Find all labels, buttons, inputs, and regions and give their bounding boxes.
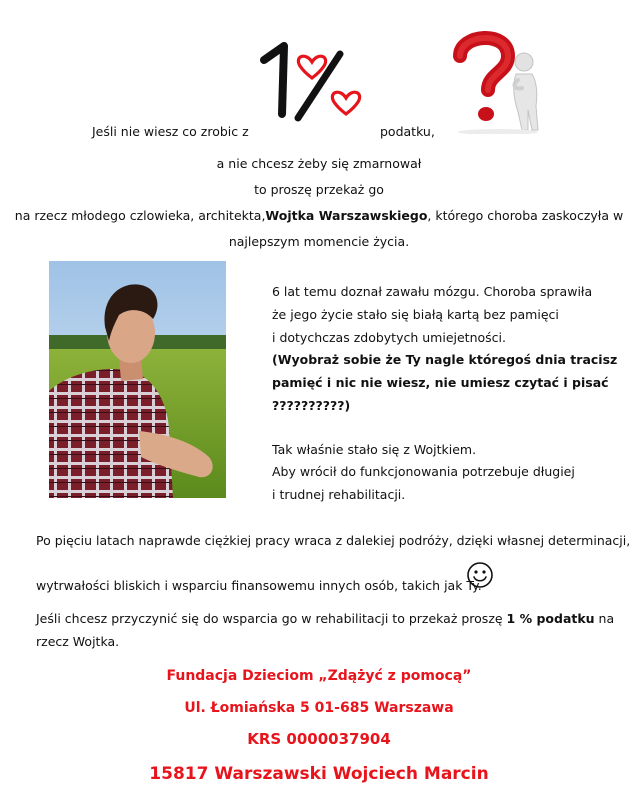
krs-number: KRS 0000037904 (247, 730, 391, 748)
intro-line-4 (0, 208, 638, 223)
intro-line-2: a nie chcesz żeby się zmarnował (216, 156, 422, 171)
story-line-6: ??????????) (272, 398, 351, 413)
story-line-8: Aby wrócił do funkcjonowania potrzebuje długiej (272, 464, 575, 479)
story-line-5: pamięć i nic nie wiesz, nie umiesz czytać i pisać (272, 375, 609, 390)
intro-line-1a: Jeśli nie wiesz co zrobic z (92, 124, 249, 139)
story-line-3: i dotychczas zdobytych umiejetności. (272, 330, 506, 345)
beneficiary: 15817 Warszawski Wojciech Marcin (149, 764, 489, 784)
intro-line-4-post: , którego choroba zaskoczyła w (427, 208, 624, 223)
foundation-name: Fundacja Dzieciom „Zdążyć z pomocą” (166, 668, 472, 684)
body-line-3-pre: Jeśli chcesz przyczynić się do wsparcia go w rehabilitacji to przekaż proszę (36, 611, 507, 626)
intro-line-4-pre: na rzecz młodego czlowieka, architekta, (14, 208, 266, 223)
body-line-1: Po pięciu latach naprawde ciężkiej pracy wraca z dalekiej podróży, dzięki własnej determinacji, (36, 533, 631, 548)
story-line-4: (Wyobraż sobie że Ty nagle któregoś dnia tracisz (272, 352, 618, 367)
intro-line-5: najlepszym momencie życia. (228, 234, 410, 249)
story-line-1: 6 lat temu doznał zawału mózgu. Choroba sprawiła (272, 284, 593, 299)
story-line-2: że jego życie stało się białą kartą bez pamięci (272, 307, 559, 322)
body-line-4: rzecz Wojtka. (36, 634, 120, 649)
smiley-icon (466, 561, 494, 589)
wojtek-name: Wojtka Warszawskiego (265, 208, 428, 223)
intro-line-1b: podatku, (380, 124, 435, 139)
portrait-photo (49, 261, 226, 498)
one-percent-hearts-icon (254, 40, 364, 122)
body-line-2: wytrwałości bliskich i wsparciu finansowemu innych osób, takich jak Ty. (36, 578, 482, 593)
intro-line-3: to proszę przekaż go (254, 182, 384, 197)
body-line-3 (36, 611, 616, 626)
foundation-address: Ul. Łomiańska 5 01-685 Warszawa (184, 700, 454, 716)
story-line-7: Tak właśnie stało się z Wojtkiem. (272, 442, 477, 457)
question-mark-figure-icon (438, 26, 550, 134)
story-line-9: i trudnej rehabilitacji. (272, 487, 406, 502)
body-line-3-post: na (594, 611, 615, 626)
one-percent-bold: 1 % podatku (506, 611, 595, 626)
